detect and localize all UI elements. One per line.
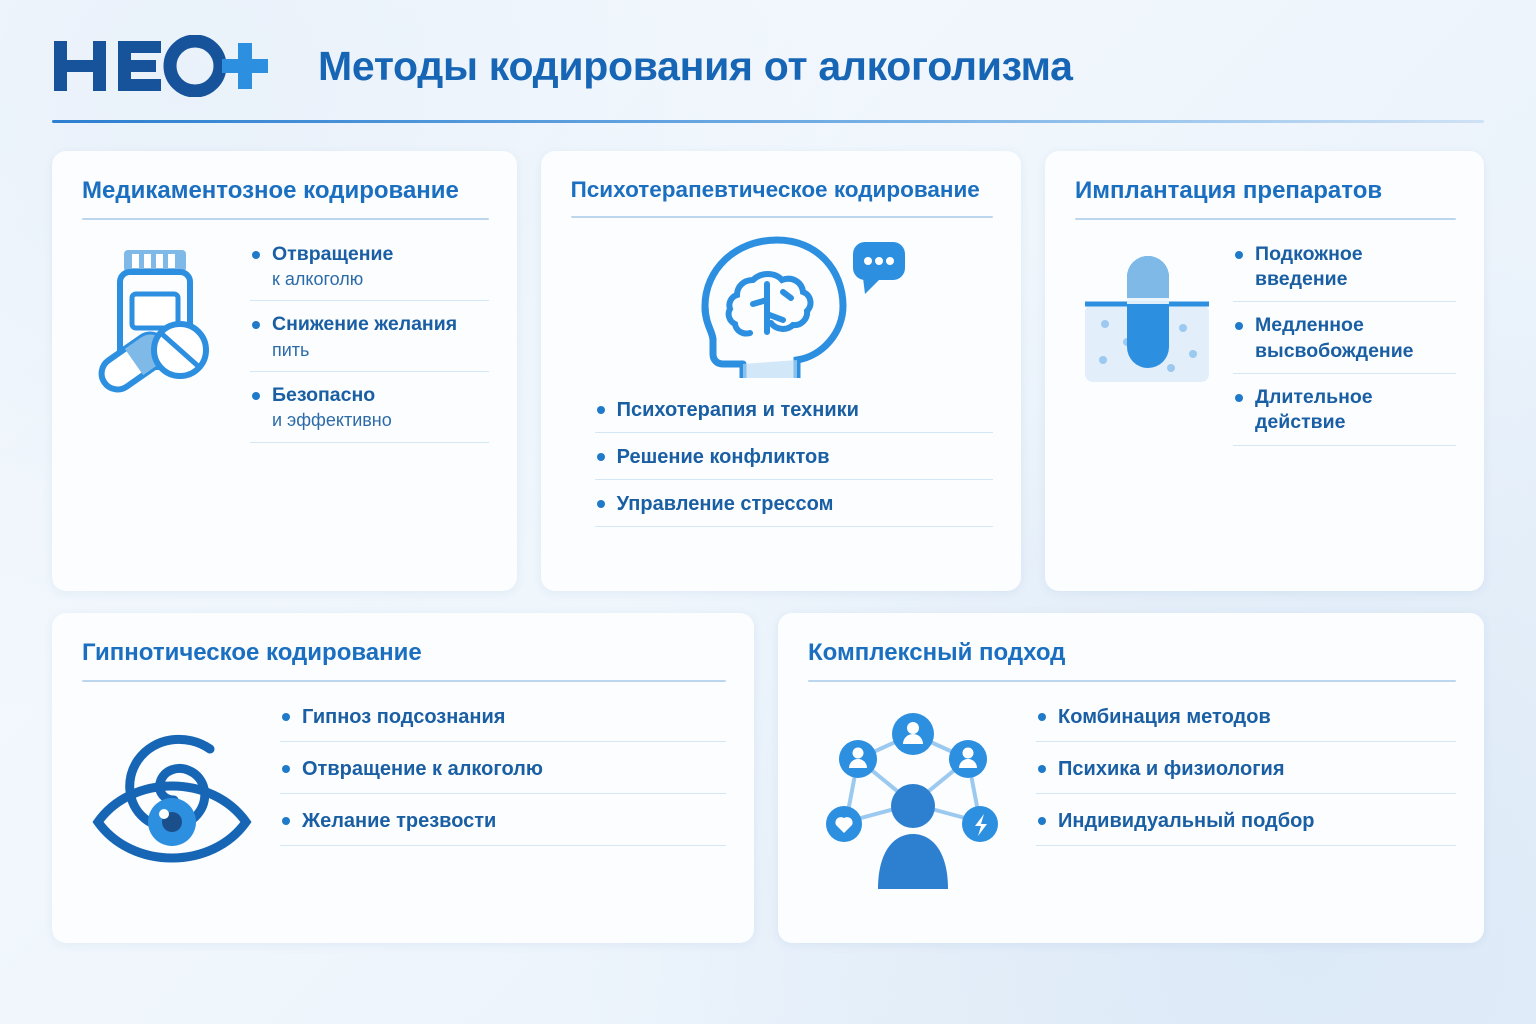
bullet-main: Отвращение	[272, 242, 394, 265]
bullet-main: Подкожное введение	[1255, 242, 1363, 290]
card-title-divider	[82, 218, 489, 220]
bullet-main: Управление стрессом	[616, 492, 834, 515]
card-title-divider	[571, 216, 993, 218]
bullet-list	[1036, 704, 1456, 894]
list-item	[1233, 313, 1456, 374]
list-item	[280, 756, 726, 794]
bullet-sub: к алкоголю	[272, 268, 364, 289]
bullet-main: Желание трезвости	[302, 809, 497, 832]
bullet-main: Решение конфликтов	[616, 445, 830, 468]
list-item	[250, 383, 489, 443]
network-person-icon	[808, 704, 1018, 894]
card-title: Имплантация препаратов	[1075, 177, 1383, 204]
bullet-main: Психика и физиология	[1058, 757, 1285, 780]
capsule-implant-icon	[1075, 242, 1215, 446]
card-title-divider	[1075, 218, 1456, 220]
header	[0, 0, 1536, 98]
card-title: Медикаментозное кодирование	[82, 177, 459, 204]
list-item	[1036, 756, 1456, 794]
card-title: Комплексный подход	[808, 639, 1066, 666]
bullet-list	[250, 242, 489, 443]
list-item	[1233, 242, 1456, 303]
bullet-sub: и эффективно	[272, 410, 392, 431]
cards-row-bottom	[0, 591, 1536, 943]
bullet-main: Безопасно	[272, 383, 376, 406]
brand-logo	[52, 34, 282, 98]
card-psychotherapy[interactable]	[541, 151, 1021, 591]
card-medication[interactable]	[52, 151, 517, 591]
bullet-main: Гипноз подсознания	[302, 705, 506, 728]
list-item	[250, 312, 489, 372]
cards-row-top	[0, 123, 1536, 591]
bullet-main: Длительное действие	[1255, 385, 1373, 434]
list-item	[1036, 808, 1456, 846]
bullet-list	[571, 397, 993, 527]
list-item	[280, 808, 726, 846]
head-brain-speech-icon	[657, 228, 907, 383]
list-item	[1036, 704, 1456, 742]
card-complex[interactable]	[778, 613, 1484, 943]
list-item	[595, 491, 993, 527]
bullet-main: Психотерапия и техники	[616, 398, 859, 421]
card-hypnosis[interactable]	[52, 613, 754, 943]
page-title: Методы кодирования от алкоголизма	[318, 42, 1073, 89]
bullet-list	[280, 704, 726, 884]
bullet-main: Медленное	[1255, 314, 1364, 337]
list-item	[595, 444, 993, 480]
bullet-main-2: высвобождение	[1255, 339, 1414, 362]
card-title-divider	[82, 680, 726, 682]
card-title: Гипнотическое кодирование	[82, 639, 422, 666]
bullet-list	[1233, 242, 1456, 446]
bullet-main: Индивидуальный подбор	[1058, 809, 1315, 832]
list-item	[1233, 385, 1456, 446]
list-item	[250, 242, 489, 302]
bullet-main: Отвращение к алкоголю	[302, 757, 543, 780]
bullet-main: Снижение желания	[272, 313, 458, 336]
bullet-sub: пить	[272, 339, 310, 360]
pill-bottle-icon	[82, 242, 232, 443]
bullet-main: Комбинация методов	[1058, 705, 1271, 728]
card-title-divider	[808, 680, 1456, 682]
card-implant[interactable]	[1045, 151, 1484, 591]
list-item	[595, 397, 993, 433]
eye-spiral-icon	[82, 704, 262, 884]
card-title: Психотерапевтическое кодирование	[570, 177, 980, 202]
list-item	[280, 704, 726, 742]
